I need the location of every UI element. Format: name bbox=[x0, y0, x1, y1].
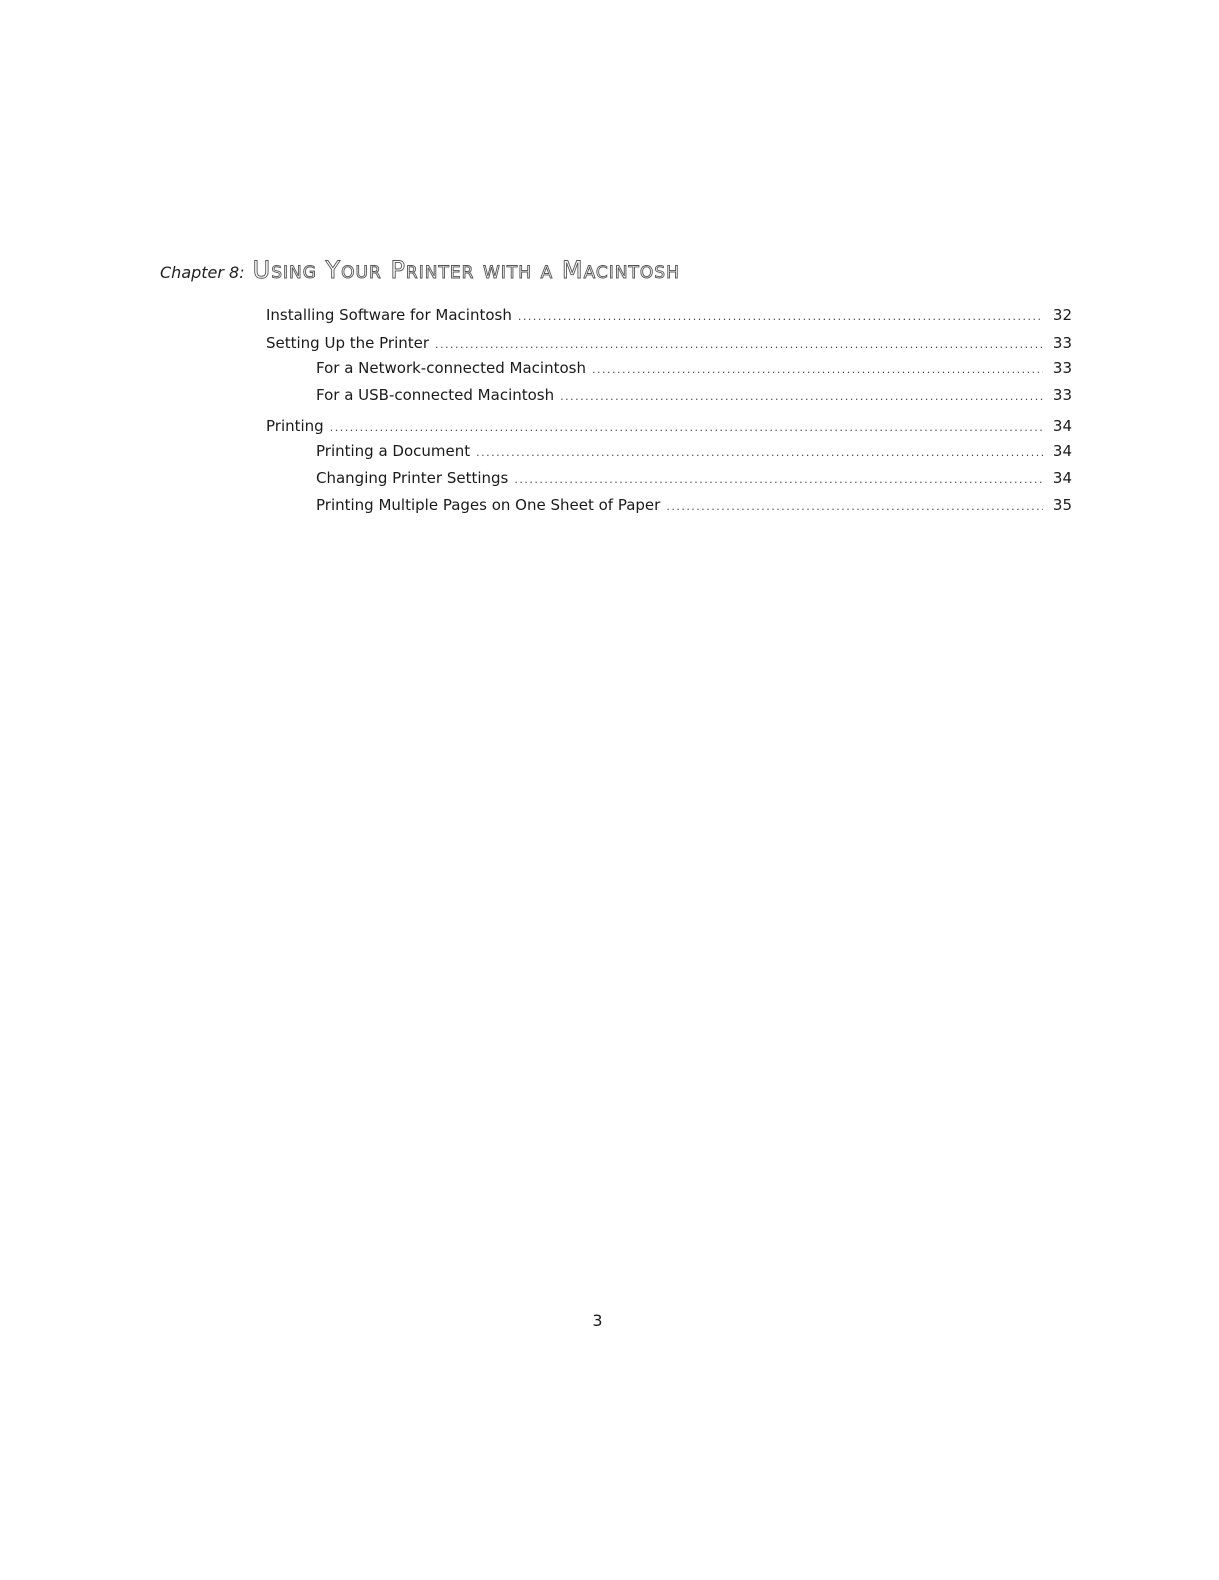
toc-entry[interactable] bbox=[266, 331, 1072, 355]
toc-dot-leader bbox=[514, 468, 1043, 492]
toc-entry-title: Installing Software for Macintosh bbox=[266, 306, 512, 324]
toc-entry[interactable] bbox=[316, 493, 1072, 517]
toc-entry-page: 34 bbox=[1052, 469, 1072, 487]
toc-entry-page: 35 bbox=[1052, 496, 1072, 514]
toc-entry[interactable] bbox=[316, 356, 1072, 380]
toc-entry[interactable] bbox=[266, 303, 1072, 327]
toc-entry[interactable] bbox=[316, 383, 1072, 407]
toc-dot-leader bbox=[666, 495, 1043, 519]
toc-entry-title: Printing bbox=[266, 417, 324, 435]
toc-dot-leader bbox=[518, 305, 1043, 329]
page-number: 3 bbox=[592, 1311, 603, 1330]
toc-entry-title: For a USB-connected Macintosh bbox=[316, 386, 555, 404]
toc-dot-leader bbox=[435, 333, 1043, 357]
chapter-heading bbox=[160, 256, 680, 284]
chapter-title: Using Your Printer with a Macintosh bbox=[252, 256, 680, 284]
toc-entry[interactable] bbox=[316, 466, 1072, 490]
toc-entry-page: 33 bbox=[1052, 334, 1072, 352]
toc-entry-title: For a Network-connected Macintosh bbox=[316, 359, 586, 377]
toc-entry-title: Printing Multiple Pages on One Sheet of Paper bbox=[316, 496, 661, 514]
toc-entry-title: Printing a Document bbox=[316, 442, 471, 460]
toc-dot-leader bbox=[560, 385, 1043, 409]
toc-entry-page: 34 bbox=[1052, 417, 1072, 435]
toc-dot-leader bbox=[592, 358, 1043, 382]
toc-entry[interactable] bbox=[266, 414, 1072, 438]
toc-entry-page: 34 bbox=[1052, 442, 1072, 460]
toc-entry-page: 32 bbox=[1052, 306, 1072, 324]
toc-dot-leader bbox=[330, 416, 1043, 440]
toc-entry-page: 33 bbox=[1052, 359, 1072, 377]
toc-entry[interactable] bbox=[316, 439, 1072, 463]
toc-dot-leader bbox=[476, 441, 1043, 465]
chapter-label: Chapter 8: bbox=[160, 263, 245, 282]
toc-entry-page: 33 bbox=[1052, 386, 1072, 404]
toc-entry-title: Changing Printer Settings bbox=[316, 469, 509, 487]
toc-entry-title: Setting Up the Printer bbox=[266, 334, 430, 352]
